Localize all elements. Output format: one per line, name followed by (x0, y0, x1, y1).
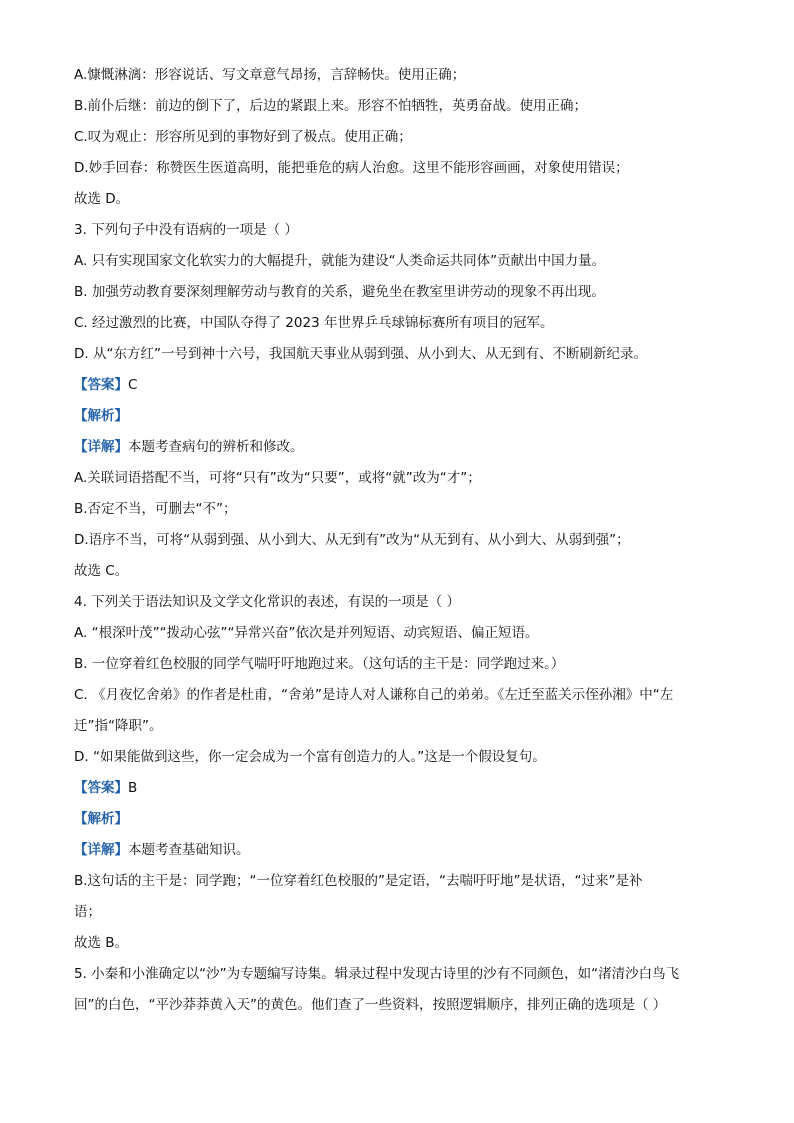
section-tag: 【答案】 (74, 780, 128, 796)
section-tag: 【解析】 (74, 811, 128, 827)
text-line (74, 742, 734, 773)
line-text: D.语序不当，可将“从弱到强、从小到大、从无到有”改为“从无到有、从小到大、从弱到强”； (74, 532, 630, 548)
line-text: B. 一位穿着红色校服的同学气喘吁吁地跑过来。（这句话的主干是：同学跑过来。） (74, 656, 565, 672)
text-line (74, 959, 734, 990)
section-tag: 【解析】 (74, 408, 128, 424)
text-line (74, 60, 734, 91)
text-line (74, 91, 734, 122)
text-line (74, 773, 734, 804)
text-line (74, 494, 734, 525)
line-text: C.叹为观止：形容所见到的事物好到了极点。使用正确； (74, 129, 412, 145)
line-text: D. “如果能做到这些，你一定会成为一个富有创造力的人。”这是一个假设复句。 (74, 749, 546, 765)
line-text: 故选 B。 (74, 935, 129, 951)
line-text: 故选 C。 (74, 563, 129, 579)
line-text: 语； (74, 904, 101, 920)
line-text: 4. 下列关于语法知识及文学文化常识的表述，有误的一项是（ ） (74, 594, 460, 610)
line-text: C. 《月夜忆舍弟》的作者是杜甫，“舍弟”是诗人对人谦称自己的弟弟。《左迁至蓝关示侄孙湘》中“左 (74, 687, 674, 703)
text-line (74, 525, 734, 556)
line-text: 5. 小秦和小淮确定以“沙”为专题编写诗集。辑录过程中发现古诗里的沙有不同颜色，如“渚清沙白鸟飞 (74, 966, 680, 982)
line-text: 迁”指“降职”。 (74, 718, 163, 734)
line-text: 3. 下列句子中没有语病的一项是（ ） (74, 222, 298, 238)
line-text: 本题考查基础知识。 (128, 842, 250, 858)
section-tag: 【答案】 (74, 377, 128, 393)
text-line (74, 866, 734, 897)
text-line (74, 928, 734, 959)
text-line (74, 246, 734, 277)
line-text: 故选 D。 (74, 191, 130, 207)
text-line (74, 339, 734, 370)
text-line (74, 711, 734, 742)
text-line (74, 432, 734, 463)
line-text: B (128, 780, 138, 796)
text-line (74, 463, 734, 494)
line-text: 本题考查病句的辨析和修改。 (128, 439, 304, 455)
line-text: A. 只有实现国家文化软实力的大幅提升，就能为建设“人类命运共同体”贡献出中国力量。 (74, 253, 606, 269)
document-body (74, 60, 734, 1021)
line-text: D.妙手回春：称赞医生医道高明，能把垂危的病人治愈。这里不能形容画画，对象使用错误； (74, 160, 629, 176)
text-line (74, 215, 734, 246)
text-line (74, 556, 734, 587)
line-text: C. 经过激烈的比赛，中国队夺得了 2023 年世界乒乓球锦标赛所有项目的冠军。 (74, 315, 554, 331)
text-line (74, 587, 734, 618)
text-line (74, 680, 734, 711)
text-line (74, 897, 734, 928)
line-text: B.这句话的主干是：同学跑；“一位穿着红色校服的”是定语，“去喘吁吁地”是状语，“过来”是补 (74, 873, 643, 889)
text-line (74, 401, 734, 432)
text-line (74, 308, 734, 339)
line-text: A. “根深叶茂”“拨动心弦”“异常兴奋”依次是并列短语、动宾短语、偏正短语。 (74, 625, 539, 641)
text-line (74, 184, 734, 215)
text-line (74, 804, 734, 835)
line-text: 回”的白色，“平沙莽莽黄入天”的黄色。他们查了一些资料，按照逻辑顺序，排列正确的选项是（ ） (74, 997, 667, 1013)
text-line (74, 990, 734, 1021)
text-line (74, 370, 734, 401)
line-text: D. 从“东方红”一号到神十六号，我国航天事业从弱到强、从小到大、从无到有、不断刷新纪录。 (74, 346, 647, 362)
text-line (74, 835, 734, 866)
section-tag: 【详解】 (74, 842, 128, 858)
text-line (74, 618, 734, 649)
line-text: A.慷慨淋漓：形容说话、写文章意气昂扬，言辞畅快。使用正确； (74, 67, 466, 83)
text-line (74, 649, 734, 680)
text-line (74, 153, 734, 184)
line-text: B.否定不当，可删去“不”； (74, 501, 237, 517)
text-line (74, 122, 734, 153)
line-text: A.关联词语搭配不当，可将“只有”改为“只要”，或将“就”改为“才”； (74, 470, 481, 486)
line-text: C (128, 377, 138, 393)
line-text: B. 加强劳动教育要深刻理解劳动与教育的关系，避免坐在教室里讲劳动的现象不再出现。 (74, 284, 605, 300)
line-text: B.前仆后继：前边的倒下了，后边的紧跟上来。形容不怕牺牲，英勇奋战。使用正确； (74, 98, 588, 114)
text-line (74, 277, 734, 308)
section-tag: 【详解】 (74, 439, 128, 455)
